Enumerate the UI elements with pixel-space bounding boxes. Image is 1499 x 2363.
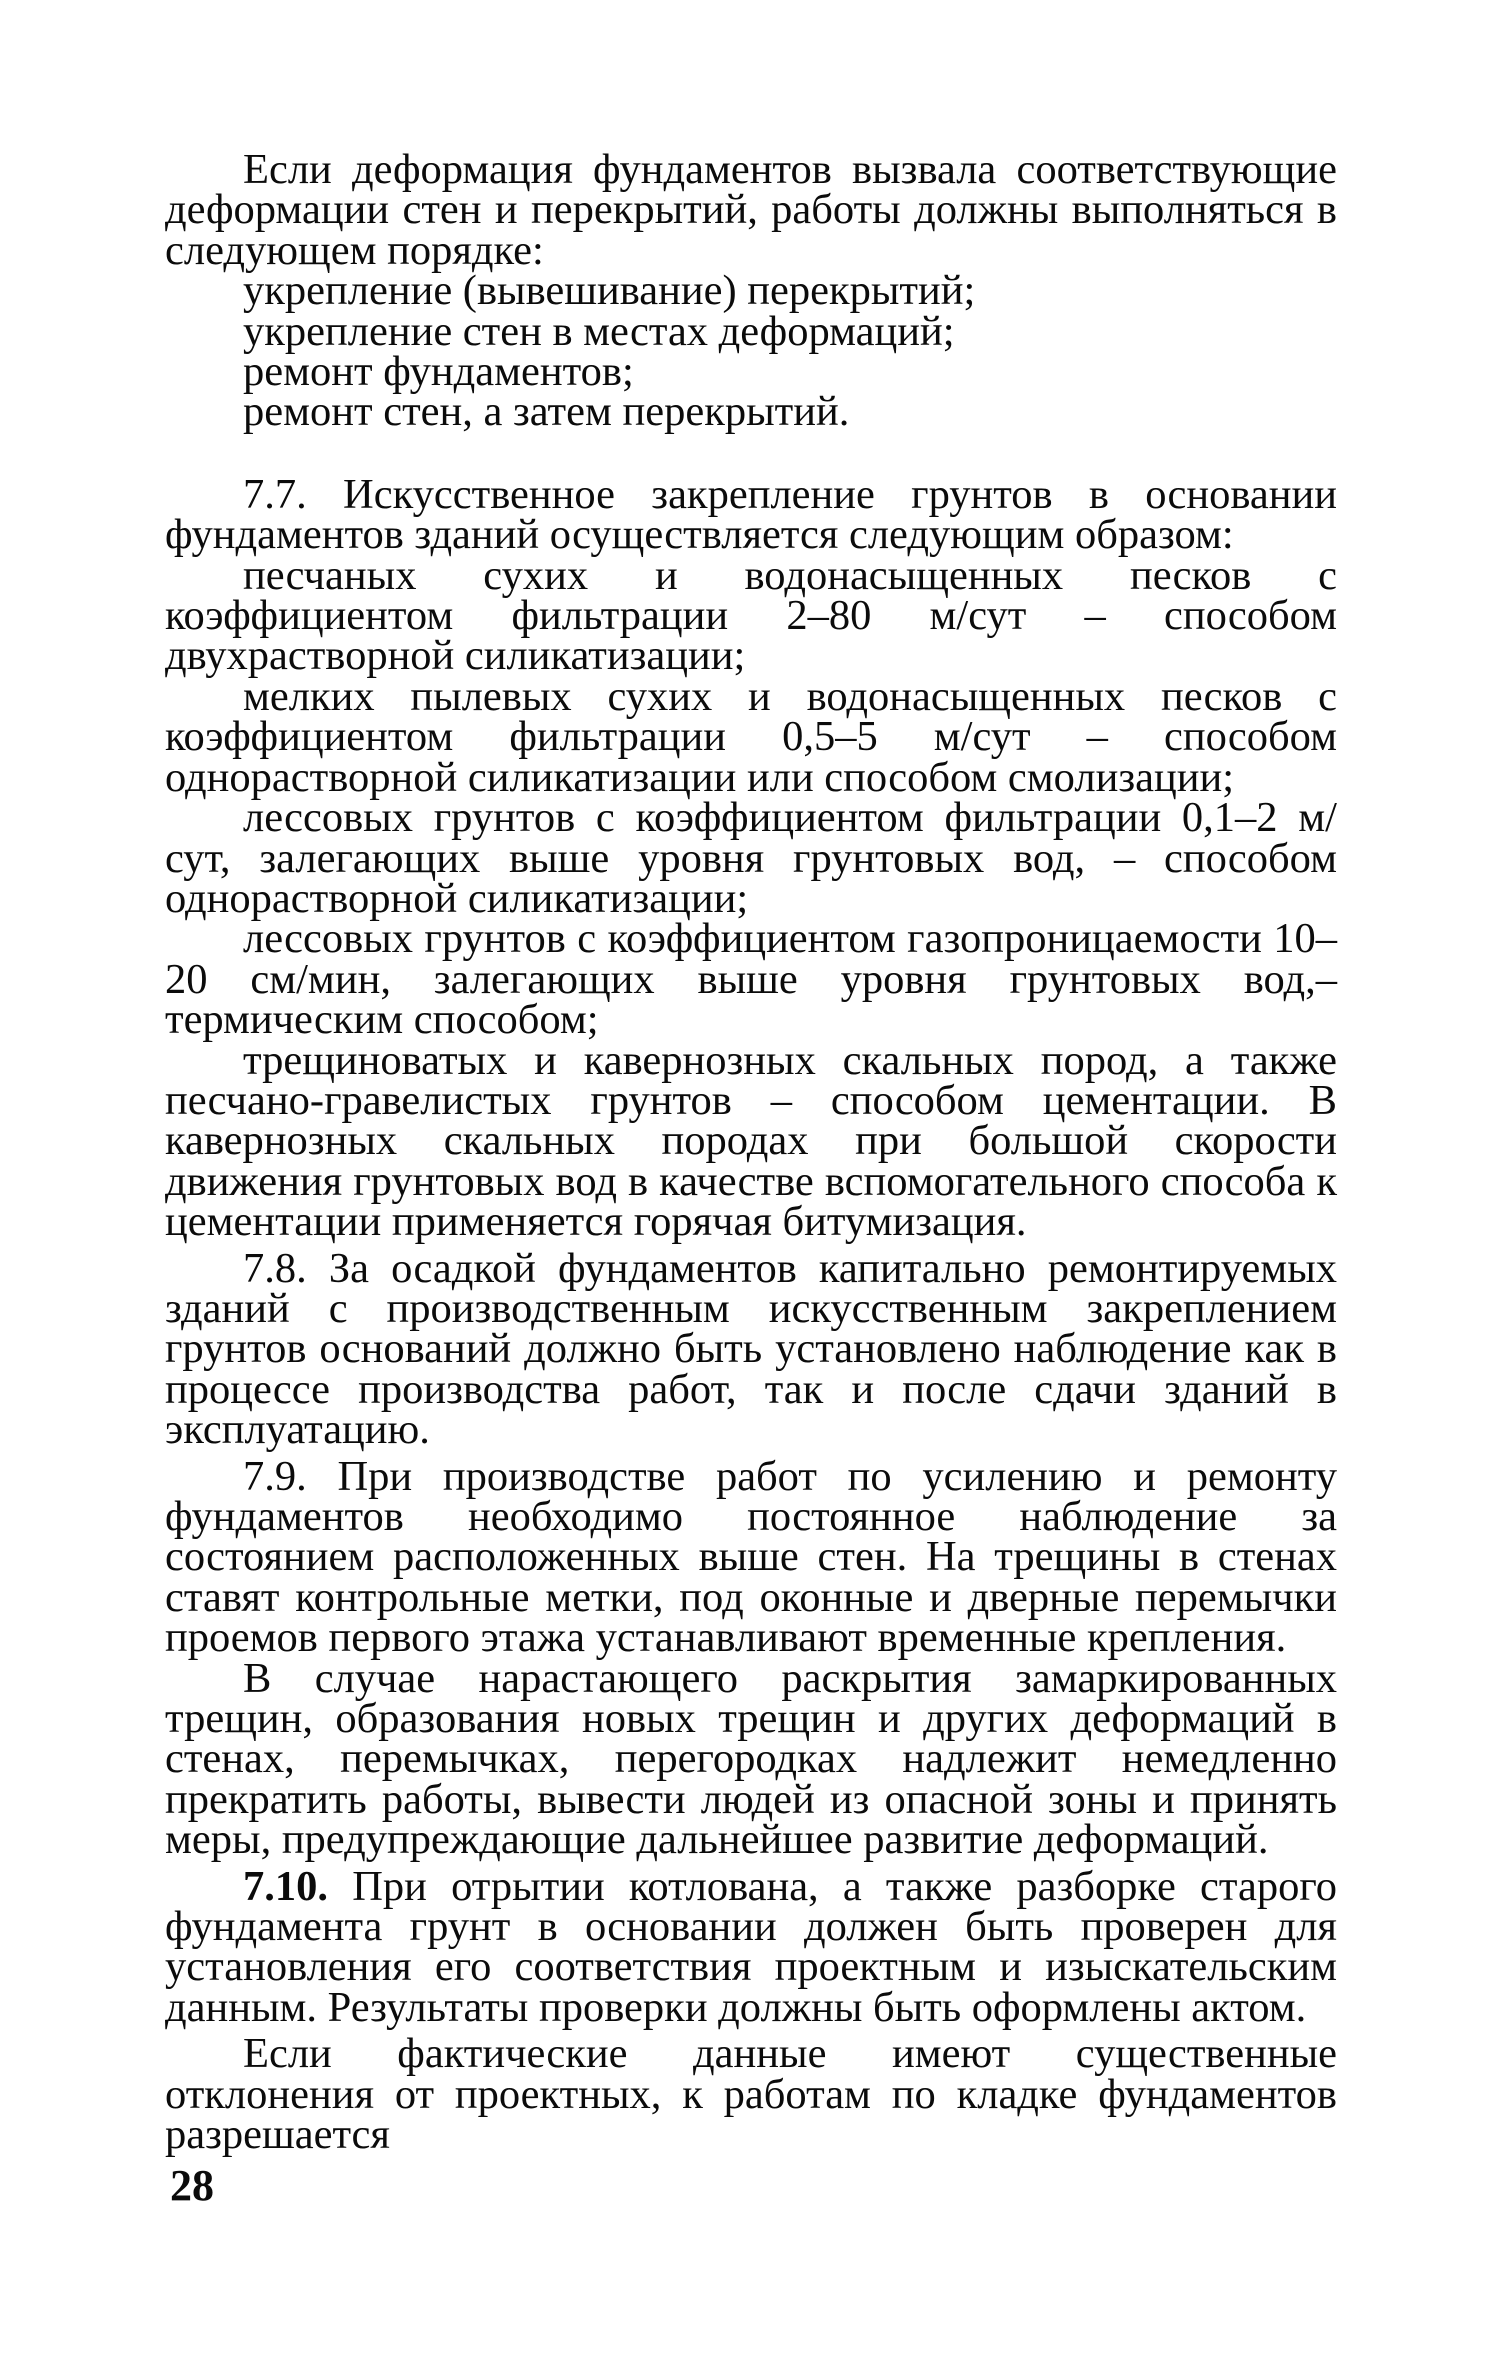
section-7-7 (165, 470, 1338, 559)
section-number: 7.8. (243, 1244, 307, 1292)
list-item: укрепление (вывешивание) перекрытий; (243, 267, 976, 315)
section-7-7-item: лессовых грунтов с коэффициентом газопроницаемости 10–20 см/мин, залегающих выше уровня грунтовых вод,– термическим способом; (165, 915, 1337, 1044)
section-number: 7.9. (243, 1452, 307, 1500)
section-7-9 (165, 1452, 1338, 1662)
list-item: ремонт фундаментов; (243, 348, 634, 396)
section-number: 7.7. (243, 470, 307, 518)
section-number: 7.10. (243, 1862, 328, 1910)
list-item: укрепление стен в местах деформаций; (243, 307, 955, 355)
section-7-7-item: лессовых грунтов с коэффициентом фильтрации 0,1–2 м/сут, залегающих выше уровня грунтовых вод, – способом однорастворной силикатизации; (165, 794, 1337, 922)
section-7-10 (165, 1862, 1337, 2031)
page-number: 28 (170, 2161, 214, 2210)
paragraph-intro: Если деформация фундаментов вызвала соответствующие деформации стен и перекрытий, работы должны выполняться в следующем порядке: (165, 146, 1337, 274)
section-text: При отрытии котлована, а также разборке старого фундамента грунт в основании должен быть проверен для установления его соответствия проектным и изыскательским данным. Результаты проверки должны быть оформлены актом. (165, 1862, 1337, 2031)
section-7-7-item: трещиноватых и кавернозных скальных пород, а также песчано-гравелистых грунтов – способом цементации. В кавернозных скальных породах при большой скорости движения грунтовых вод в качестве вспомогательного способа к цементации применяется горячая битумизация. (165, 1036, 1337, 1246)
section-7-7-item: мелких пылевых сухих и водонасыщенных песков с коэффициентом фильтрации 0,5–5 м/сут – способом однорастворной силикатизации или способом смолизации; (165, 672, 1337, 801)
section-7-8 (165, 1244, 1337, 1454)
section-text: При производстве работ по усилению и ремонту фундаментов необходимо постоянное наблюдение за состоянием расположенных выше стен. На трещины в стенах ставят контрольные метки, под оконные и дверные перемычки проемов первого этажа устанавливают временные крепления. (165, 1452, 1338, 1662)
list-item: ремонт стен, а затем перекрытий. (243, 388, 850, 436)
section-7-7-item: песчаных сухих и водонасыщенных песков с коэффициентом фильтрации 2–80 м/сут – способом двухрастворной силикатизации; (165, 551, 1337, 680)
section-text: За осадкой фундаментов капитально ремонтируемых зданий с производственным искусственным закреплением грунтов оснований должно быть установлено наблюдение как в процессе производства работ, так и после сдачи зданий в эксплуатацию. (165, 1244, 1337, 1454)
section-7-10-paragraph-2: Если фактические данные имеют существенные отклонения от проектных, к работам по кладке фундаментов разрешается (165, 2030, 1337, 2159)
section-text: Искусственное закрепление грунтов в основании фундаментов зданий осуществляется следующим образом: (165, 470, 1338, 559)
body-text (165, 146, 1338, 2159)
section-7-9-paragraph-2: В случае нарастающего раскрытия замаркированных трещин, образования новых трещин и других деформаций в стенах, перемычках, перегородках надлежит немедленно прекратить работы, вывести людей из опасной зоны и принять меры, предупреждающие дальнейшее развитие деформаций. (165, 1654, 1337, 1864)
